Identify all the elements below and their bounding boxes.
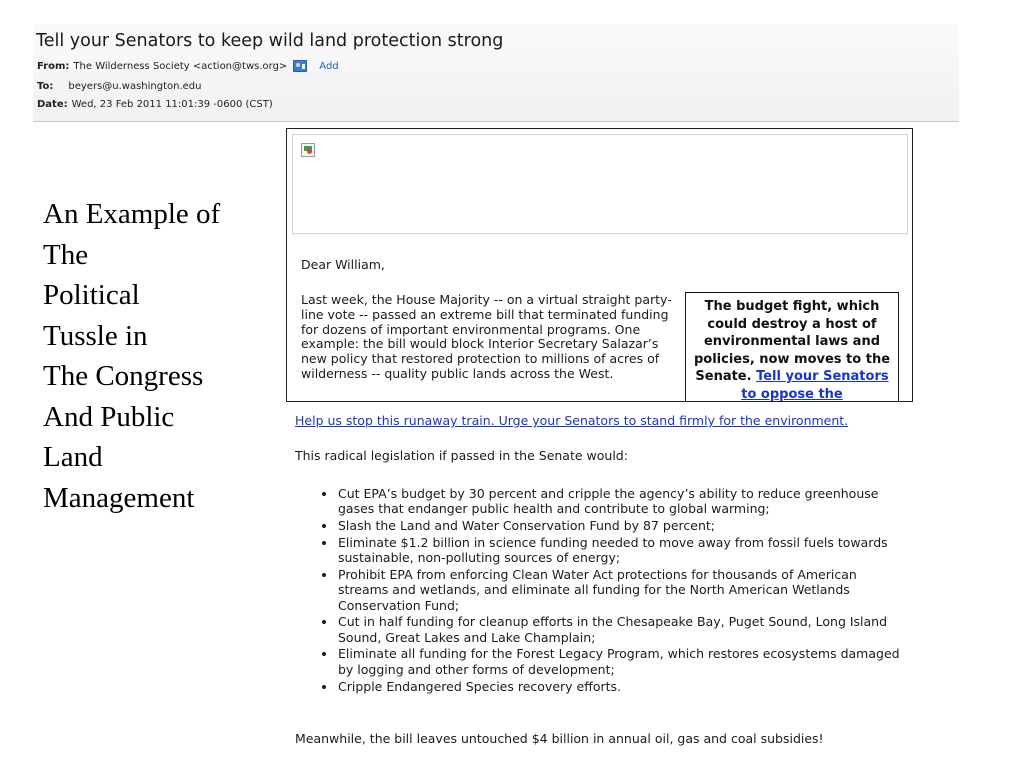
lead-sentence: This radical legislation if passed in the Senate would: [295,448,628,463]
email-header [33,24,959,122]
date-label: Date: [37,99,68,110]
closing-sentence: Meanwhile, the bill leaves untouched $4 billion in annual oil, gas and coal subsidies! [295,731,824,746]
to-label: To: [37,81,54,92]
callout-text: The budget fight, which could destroy a host of environmental laws and policies, now moves to the Senate. [693,299,891,384]
list-item: Eliminate all funding for the Forest Legacy Program, which restores ecosystems damaged by logging and other forms of development; [318,646,908,677]
date-row [37,99,273,110]
greeting: Dear William, [301,257,385,272]
email-subject: Tell your Senators to keep wild land protection strong [36,31,504,51]
email-body-top [286,128,913,402]
caption-line: The Congress [43,360,204,392]
caption-line: And Public [43,400,175,433]
callout-link[interactable]: Tell your Senators to oppose the [741,369,889,402]
list-item: Cut EPA’s budget by 30 percent and cripple the agency’s ability to reduce greenhouse gases that endanger public health and contribute to global warming; [318,486,908,517]
header-image-placeholder [292,134,908,234]
caption-line: An Example of [43,198,221,230]
list-item: Cripple Endangered Species recovery efforts. [318,679,908,694]
add-contact-icon[interactable] [293,60,307,72]
caption-line: Land [43,441,103,473]
list-item: Eliminate $1.2 billion in science funding needed to move away from fossil fuels towards sustainable, non-polluting sources of energy; [318,535,908,566]
callout-box [685,292,899,402]
broken-image-icon [301,143,315,157]
list-item: Slash the Land and Water Conservation Fund by 87 percent; [318,518,908,533]
from-label: From: [37,60,70,72]
caption-line: Political [43,279,140,311]
from-value: The Wilderness Society <action@tws.org> [73,60,288,72]
from-row [37,60,339,72]
list-item: Cut in half funding for cleanup efforts in the Chesapeake Bay, Puget Sound, Long Island Sound, Great Lakes and Lake Champlain; [318,614,908,645]
to-row [37,81,202,92]
add-contact-link[interactable]: Add [319,60,339,72]
email-body-bottom [286,402,913,762]
slide-caption [43,194,283,518]
cta-link[interactable]: Help us stop this runaway train. Urge your Senators to stand firmly for the environment. [295,413,849,428]
bullet-list [318,486,908,695]
caption-line: Management [43,481,195,514]
intro-paragraph: Last week, the House Majority -- on a virtual straight party-line vote -- passed an extreme bill that terminated funding for dozens of important environmental programs. One example: the bill would block Interior Secretary Salazar’s new policy that restored protection to millions of acres of wilderness -- quality public lands across the West. [301,292,672,381]
caption-line: Tussle in [43,319,148,352]
list-item: Prohibit EPA from enforcing Clean Water Act protections for thousands of American streams and wetlands, and eliminate all funding for the North American Wetlands Conservation Fund; [318,567,908,613]
to-value: beyers@u.washington.edu [68,81,202,92]
caption-line: The [43,238,89,271]
date-value: Wed, 23 Feb 2011 11:01:39 -0600 (CST) [71,99,273,110]
